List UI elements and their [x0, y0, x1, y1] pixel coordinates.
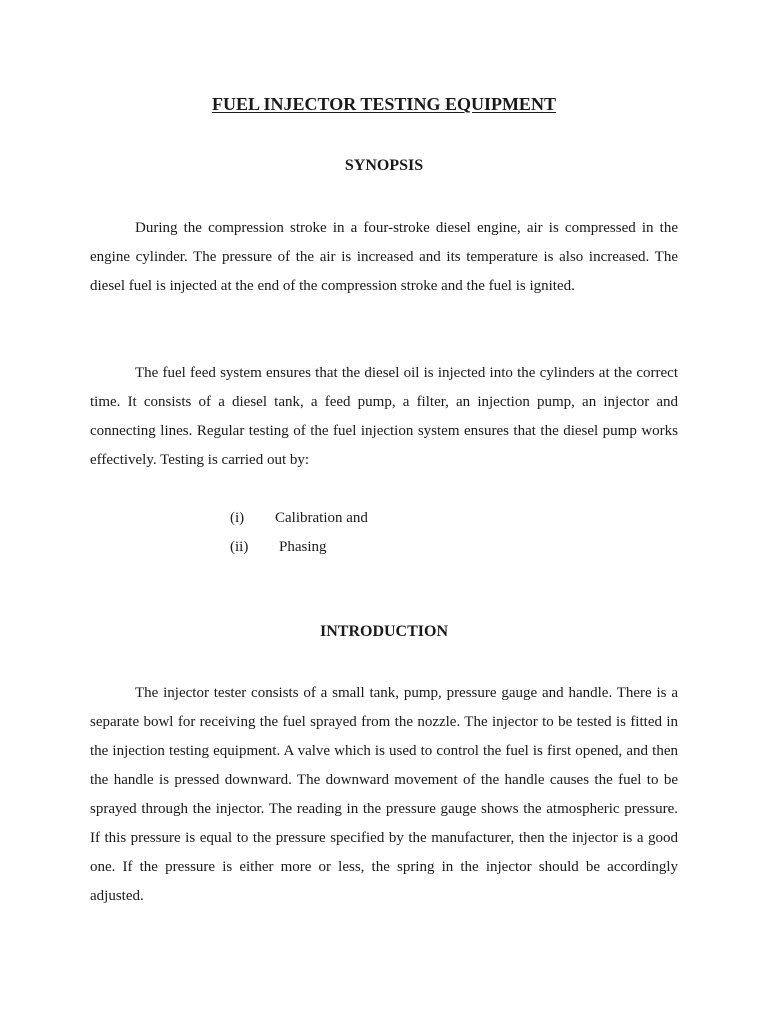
introduction-paragraph-1: The injector tester consists of a small tank, pump, pressure gauge and handle. There is a separate bowl for receiving the fuel sprayed from the nozzle. The injector to be tested is fitted in the injection testing equipment. A valve which is used to control the fuel is first opened, and then the handle is pressed downward. The downward movement of the handle causes the fuel to be sprayed through the injector. The reading in the pressure gauge shows the atmospheric pressure. If this pressure is equal to the pressure specified by the manufacturer, then the injector is a good one. If the pressure is either more or less, the spring in the injector should be accordingly adjusted.	[90, 685, 678, 904]
list-item	[230, 504, 368, 533]
list-item	[230, 533, 368, 562]
synopsis-paragraph-1: During the compression stroke in a four-stroke diesel engine, air is compressed in the engine cylinder. The pressure of the air is increased and its temperature is also increased. The diesel fuel is injected at the end of the compression stroke and the fuel is ignited.	[90, 220, 678, 294]
list-item-number: (ii)	[230, 539, 249, 555]
list-item-text: Phasing	[279, 539, 327, 555]
section-heading-introduction: INTRODUCTION	[319, 623, 448, 640]
list-item-number: (i)	[230, 510, 245, 526]
document-title: FUEL INJECTOR TESTING EQUIPMENT	[212, 94, 556, 114]
testing-methods-list	[230, 504, 368, 562]
list-item-text: Calibration and	[275, 510, 368, 526]
synopsis-paragraph-2: The fuel feed system ensures that the diesel oil is injected into the cylinders at the correct time. It consists of a diesel tank, a feed pump, a filter, an injection pump, an injector and connecting lines. Regular testing of the fuel injection system ensures that the diesel pump works effectively. Testing is carried out by:	[90, 365, 678, 468]
section-heading-synopsis: SYNOPSIS	[344, 157, 424, 174]
